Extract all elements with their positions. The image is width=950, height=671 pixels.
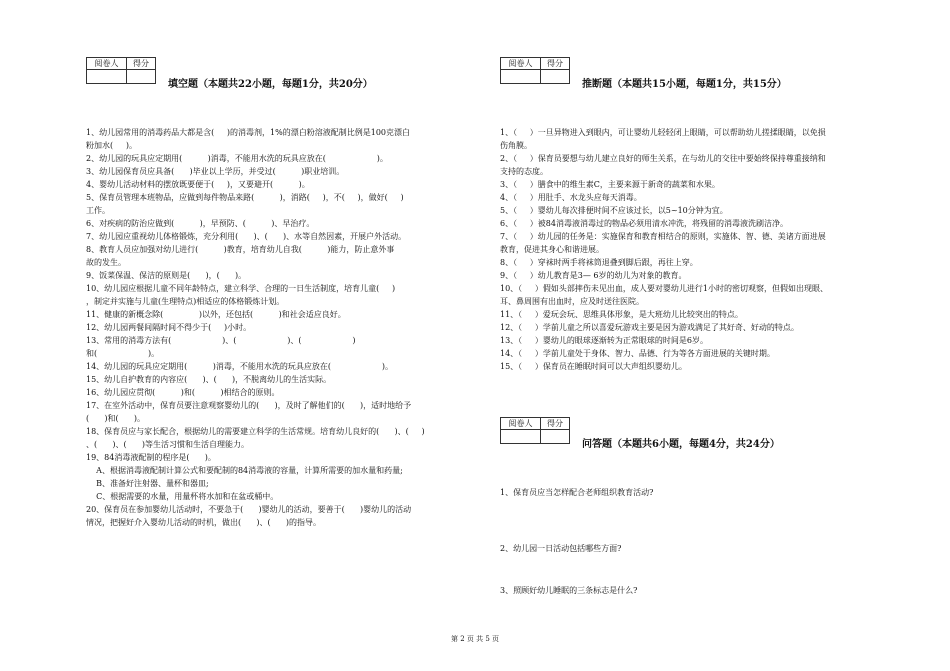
qa-question: 3、照顾好幼儿睡眠的三条标志是什么?: [500, 586, 638, 595]
judgment-line: 伤角膜。: [500, 141, 532, 150]
grader-label: 阅卷人: [501, 418, 541, 430]
fill-in-line: 20、保育员在参加婴幼儿活动时，不要急于( )婴幼儿的活动，要善于( )婴幼儿的活动: [86, 505, 412, 514]
fill-in-section-title: 填空题（本题共22小题，每题1分，共20分）: [168, 79, 373, 90]
judgment-line: 1、（ ）一旦异物进入到眼内，可让婴幼儿轻轻闭上眼睛，可以帮助幼儿搓揉眼睛，以免损: [500, 128, 826, 137]
judgment-line: 10、（ ）假如头部摔伤未见出血，成人要对婴幼儿进行1小时的密切观察，但假如出现眼、: [500, 284, 828, 293]
fill-in-line: 10、幼儿园应根据儿童不同年龄特点，建立科学、合理的一日生活制度，培育儿童( ): [86, 284, 396, 293]
fill-in-line: B、准备好注射器、量杯和器皿;: [86, 479, 209, 488]
judgment-line: 6、（ ）被84消毒液消毒过的物品必须用清水冲洗，将残留的消毒液洗刷洁净。: [500, 219, 788, 228]
fill-in-line: 2、幼儿园的玩具应定期用( )消毒，不能用水洗的玩具应放在( )。: [86, 154, 388, 163]
fill-in-line: 故的发生。: [86, 258, 126, 267]
fill-in-line: 9、饭菜保温、保洁的原则是( )，( )。: [86, 271, 247, 280]
judgment-questions: [500, 126, 900, 373]
fill-in-line: 13、常用的消毒方法有( )、( )、( ): [86, 336, 356, 345]
page-number: 第 2 页 共 5 页: [450, 635, 500, 643]
fill-in-line: 工作。: [86, 206, 110, 215]
fill-in-line: 和( )。: [86, 349, 160, 358]
judgment-line: 耳、鼻周围有出血时，应及时送往医院。: [500, 297, 644, 306]
judgment-line: 5、（ ）婴幼儿每次排便时间不应该过长，以5~10分钟为宜。: [500, 206, 728, 215]
qa-question: 1、保育员应当怎样配合老师组织教育活动?: [500, 488, 654, 497]
fill-in-line: 5、保育员管理本班物品，应做到每件物品来路( )，消路( )，不( )，做好( ): [86, 193, 404, 202]
fill-in-line: 1、幼儿园常用的消毒药品大都是含( )的消毒剂，1%的漂白粉溶液配制比例是100克漂白: [86, 128, 411, 137]
qa-section-title: 问答题（本题共6小题，每题4分，共24分）: [582, 439, 780, 450]
score-box-fill-in: [86, 57, 156, 84]
score-label: 得分: [541, 58, 570, 70]
judgment-line: 14、（ ）学前儿童处于身体、智力、品德、行为等各方面进展的关键时期。: [500, 349, 775, 358]
judgment-line: 教育，促进其身心和谐进展。: [500, 245, 604, 254]
judgment-line: 12、（ ）学前儿童之所以喜爱玩游戏主要是因为游戏满足了其好奇、好动的特点。: [500, 323, 799, 332]
score-cell: [541, 430, 570, 444]
fill-in-line: 6、对疾病的防治应做到( )，早预防、( )、早治疗。: [86, 219, 315, 228]
score-label: 得分: [541, 418, 570, 430]
score-box-qa: [500, 417, 570, 444]
fill-in-line: 14、幼儿园的玩具应定期用( )消毒，不能用水洗的玩具应放在( )。: [86, 362, 393, 371]
score-box-judgment: [500, 57, 570, 84]
fill-in-line: 12、幼儿园两餐间隔时间不得少于( )小时。: [86, 323, 252, 332]
fill-in-line: 4、婴幼儿活动材料的摆放既要便于( )，又要避开( )。: [86, 180, 310, 189]
judgment-line: 15、（ ）保育员在睡眠时间可以大声组织婴幼儿。: [500, 362, 687, 371]
fill-in-line: 15、幼儿自护教育的内容应( )、( )，不脱离幼儿的生活实际。: [86, 375, 332, 384]
judgment-line: 支持的态度。: [500, 167, 548, 176]
grader-cell: [87, 70, 127, 84]
fill-in-line: 19、84消毒液配制的程序是( )。: [86, 453, 216, 462]
judgment-line: 2、（ ）保育员要想与幼儿建立良好的师生关系，在与幼儿的交往中要始终保持尊重接纳和: [500, 154, 826, 163]
judgment-line: 9、（ ）幼儿教育是3— 6岁的幼儿为对象的教育。: [500, 271, 687, 280]
fill-in-line: A、根据消毒液配制计算公式和要配制的84消毒液的容量，计算所需要的加水量和药量;: [86, 466, 403, 475]
score-label: 得分: [127, 58, 156, 70]
fill-in-line: 情况，把握好介入婴幼儿活动的时机，做出( )、( )的指导。: [86, 518, 321, 527]
judgment-line: 11、（ ）爱玩会玩、思维具体形象，是大班幼儿比较突出的特点。: [500, 310, 743, 319]
fill-in-line: 3、幼儿园保育员应具备( )毕业以上学历，并受过( )职业培训。: [86, 167, 345, 176]
fill-in-line: 18、保育员应与家长配合，根据幼儿的需要建立科学的生活常规。培育幼儿良好的( )、( ): [86, 427, 425, 436]
judgment-line: 4、（ ）用肚手、水龙头应每天消毒。: [500, 193, 642, 202]
grader-label: 阅卷人: [501, 58, 541, 70]
judgment-line: 8、（ ）穿袜时两手将袜筒退叠到脚后跟，再往上穿。: [500, 258, 698, 267]
judgment-line: 7、（ ）幼儿园的任务是：实施保育和教育相结合的原则，实施体、智、德、美诸方面进展: [500, 232, 826, 241]
fill-in-line: 粉加水( )。: [86, 141, 137, 150]
grader-cell: [501, 430, 541, 444]
fill-in-line: 17、在室外活动中，保育员要注意观察婴幼儿的( )，及时了解他们的( )，适时地给予: [86, 401, 412, 410]
judgment-line: 13、（ ）婴幼儿的眼球逐渐转为正常眼球的时间是6岁。: [500, 336, 708, 345]
judgment-section-title: 推断题（本题共15小题，每题1分，共15分）: [582, 79, 787, 90]
score-cell: [127, 70, 156, 84]
fill-in-line: 7、幼儿园应重视幼儿体格锻炼，充分利用( )、( )、水等自然因素，开展户外活动。: [86, 232, 407, 241]
grader-cell: [501, 70, 541, 84]
fill-in-line: 8、教育人员应加强对幼儿进行( )教育，培育幼儿自我( )能力，防止意外事: [86, 245, 395, 254]
fill-in-line: 、( )、( )等生活习惯和生活自理能力。: [86, 440, 249, 449]
fill-in-questions: [86, 126, 486, 529]
fill-in-line: C、根据需要的水量，用量杯将水加和在盆或桶中。: [86, 492, 279, 501]
judgment-line: 3、（ ）膳食中的维生素C，主要来源于新奇的蔬菜和水果。: [500, 180, 720, 189]
fill-in-line: ( )和( )。: [86, 414, 145, 423]
score-cell: [541, 70, 570, 84]
qa-question: 2、幼儿园一日活动包括哪些方面?: [500, 544, 622, 553]
fill-in-line: 16、幼儿园应贯彻( )和( )相结合的原则。: [86, 388, 280, 397]
fill-in-line: 11、健康的新概念除( )以外，还包括( )和社会适应良好。: [86, 310, 346, 319]
fill-in-line: ，制定并实施与儿童(生理特点)相适应的体格锻炼计划。: [86, 297, 285, 306]
grader-label: 阅卷人: [87, 58, 127, 70]
